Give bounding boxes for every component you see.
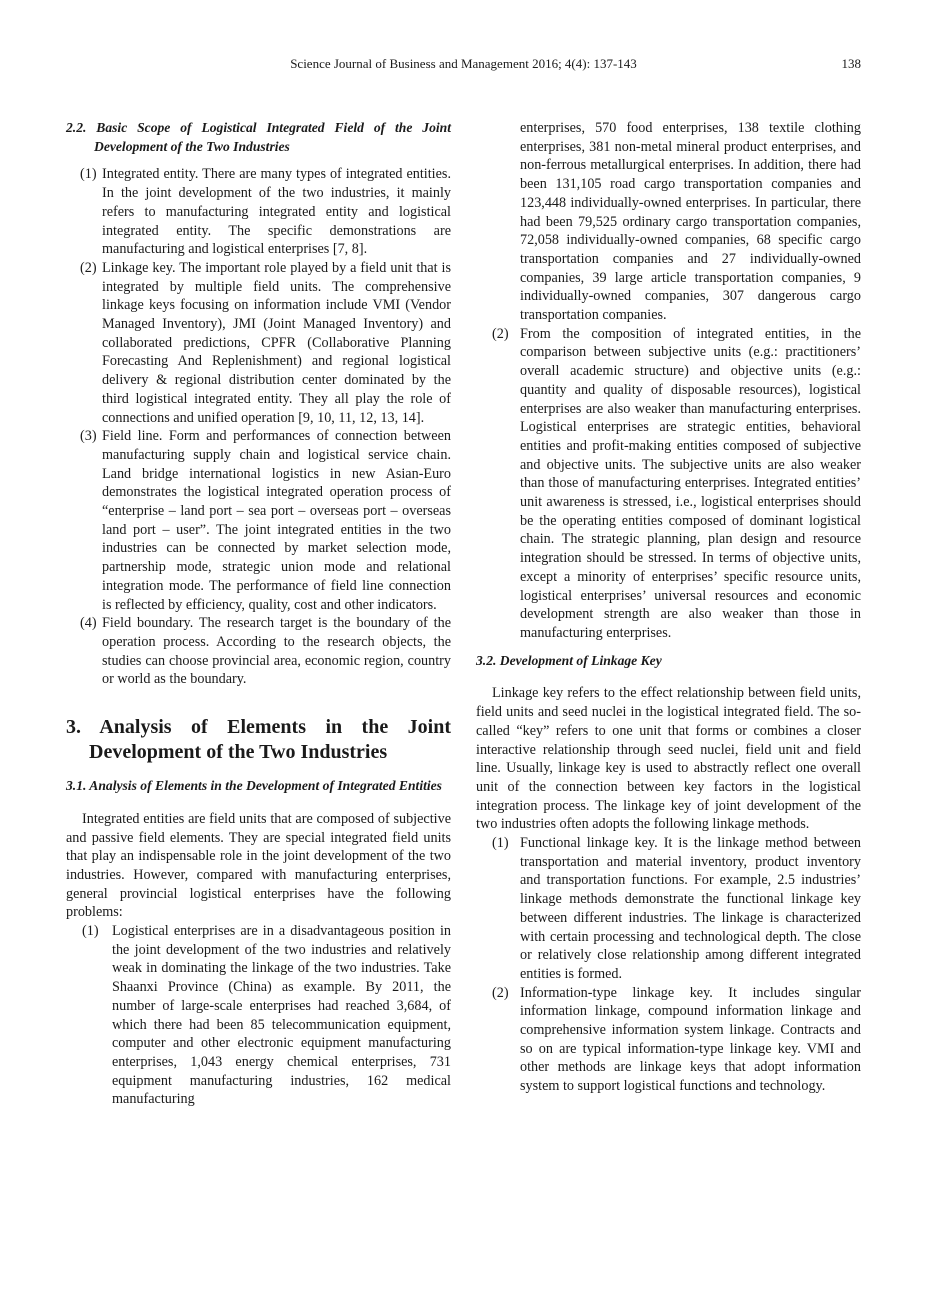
- list-item-continuation: enterprises, 570 food enterprises, 138 textile clothing enterprises, 381 non-metal mineral product enterprises, and non-ferrous metallurgical enterprises. In addition, there had been 131,105 road cargo transportation companies and 123,448 individually-owned enterprises. In particular, there had been 79,525 ordinary cargo transportation companies, 72,058 individually-owned companies, 68 specific cargo transportation companies and 27 individually-owned companies, 39 large article transportation companies, 9 individually-owned companies, 307 dangerous cargo transportation companies.: [520, 120, 861, 324]
- list-text: From the composition of integrated entities, in the comparison between subjective units (e.g.: practitioners’ overall academic structure) and objective units (e.g.: quantity and quality of disposable resources), logistical enterprises are also weaker than manufacturing enterprises. Logistical enterprises are strategic entities, behavioral entities and profit-making entities composed of subjective and objective units. The subjective units are also weaker than those of manufacturing enterprises. Integrated entities’ unit awareness is stressed, i.e., logistical enterprises should be the operating entities composed of dominant logistical chain. The strategic planning, plan design and resource integration should be stressed. In terms of objective units, except a minority of enterprises’ specific resource units, logistical enterprises’ universal resources and economic development strength are also weaker than those in manufacturing enterprises.: [520, 325, 861, 641]
- journal-citation: Science Journal of Business and Management 2016; 4(4): 137-143: [290, 56, 637, 71]
- problems-list-continued: [476, 325, 861, 643]
- list-text: Information-type linkage key. It includes singular information linkage, compound information linkage and comprehensive information system linkage. Contracts and so on are typical information-type linkage key. VMI and other methods are linkage keys that adopt information system to support logistical functions and technology.: [520, 984, 861, 1095]
- page-number: 138: [841, 56, 861, 71]
- list-text: Field boundary. The research target is the boundary of the operation process. According to the research objects, the studies can choose provincial area, economic region, country or world as the boundary.: [102, 615, 451, 688]
- section-2-2-heading: 2.2. Basic Scope of Logistical Integrated Field of the Joint Development of the Two Industries: [66, 120, 451, 154]
- list-text: Logistical enterprises are in a disadvantageous position in the joint development of the two industries and relatively weak in dominating the linkage of the two industries. Take Shaanxi Province (China) as example. By 2011, the number of large-scale enterprises had reached 3,684, of which there had been 85 telecommunication equipment, computer and other electronic equipment manufacturing enterprises, 1,043 energy chemical enterprises, 731 equipment manufacturing industries, 162 medical manufacturing: [112, 923, 451, 1108]
- list-text: Integrated entity. There are many types of integrated entities. In the joint development of the two industries, it mainly refers to manufacturing integrated entity and logistical integrated entity. The specific demonstrations are manufacturing and logistical enterprises [7, 8].: [102, 166, 451, 258]
- right-column: [476, 119, 861, 1096]
- list-item: [64, 165, 451, 259]
- list-text: Linkage key. The important role played by a field unit that is integrated by multiple field units. The comprehensive linkage keys focusing on information include VMI (Vendor Managed Inventory), JMI (Joint Managed Inventory) and collaborated predictions, CPFR (Collaborative Planning Forecasting And Replenishment) and regional logistical delivery & regional distribution center dominated by the third logistical integrated entity. They all play the role of connections and unified operation [9, 10, 11, 12, 13, 14].: [102, 259, 451, 426]
- section-3-1-paragraph: Integrated entities are field units that are composed of subjective and passive field elements. They are special integrated field units that play an indispensable role in the joint development of the two industries. However, compared with manufacturing enterprises, general provincial logistical enterprises have the following problems:: [66, 810, 451, 921]
- list-number: (1): [80, 166, 97, 183]
- list-number: (4): [80, 615, 97, 632]
- list-text: Functional linkage key. It is the linkage method between transportation and material inventory, product inventory and transportation functions. For example, 2.5 industries’ linkage methods demonstrate the functional linkage key between different industries. The linkage is characterized with certain processing and technological depth. The close or relatively close relationship among different integrated entities is formed.: [520, 835, 861, 982]
- list-number: (2): [492, 325, 509, 342]
- list-item: [64, 259, 451, 427]
- section-3-1-heading: 3.1. Analysis of Elements in the Development of Integrated Entities: [66, 778, 442, 794]
- list-number: (1): [82, 923, 99, 940]
- list-item: [64, 614, 451, 689]
- list-item: [476, 834, 861, 984]
- list-number: (1): [492, 835, 509, 852]
- problems-list: [66, 922, 451, 1109]
- list-item: [64, 427, 451, 614]
- list-item: [476, 325, 861, 643]
- list-number: (2): [80, 259, 97, 276]
- section-3-2-paragraph: Linkage key refers to the effect relationship between field units, field units and seed nuclei in the logistical integrated field. The so-called “key” refers to one unit that forms or combines a closer interactive relationship through seed nuclei, field unit and field line. Usually, linkage key is used to abstractly reflect one overall unit of the connection between key factors in the logistical integration process. The linkage key of joint development of the two industries often adopts the following linkage methods.: [476, 685, 861, 833]
- list-item: [476, 984, 861, 1096]
- section-3-heading: 3. Analysis of Elements in the Joint Development of the Two Industries: [66, 716, 451, 764]
- left-column: [66, 119, 451, 1109]
- scope-list: [64, 165, 451, 689]
- running-header: [66, 56, 861, 74]
- list-item: [66, 922, 451, 1109]
- list-text: Field line. Form and performances of connection between manufacturing supply chain and logistical service chain. Land bridge international logistics in new Asian-Euro demonstrates the logistical integrated operation process of “enterprise – land port – sea port – overseas port – overseas land port – user”. The joint integrated entities in the two industries can be connected by market selection mode, partnership mode, strategic union mode and relational integration mode. The performance of field line connection is reflected by efficiency, quality, cost and other indicators.: [102, 428, 451, 613]
- list-number: (3): [80, 428, 97, 445]
- linkage-methods-list: [476, 834, 861, 1096]
- section-3-2-heading: 3.2. Development of Linkage Key: [476, 652, 662, 668]
- list-number: (2): [492, 984, 509, 1001]
